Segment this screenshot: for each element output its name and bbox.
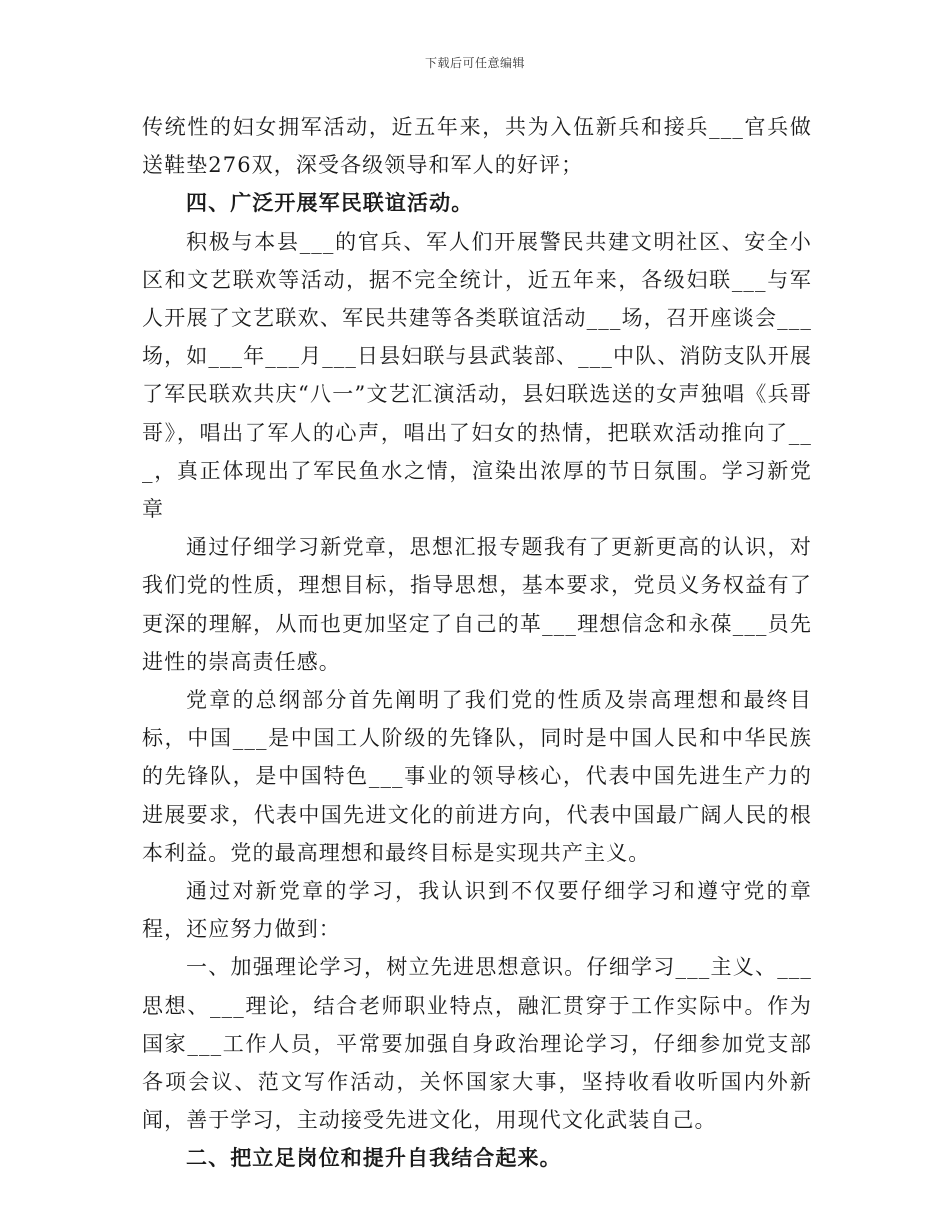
page-header: 下载后可任意编辑 <box>424 56 525 70</box>
paragraph-4: 党章的总纲部分首先阐明了我们党的性质及崇高理想和最终目标，中国___是中国工人阶级的先锋队，同时是中国人民和中华民族的先锋队，是中国特色___事业的领导核心，代表中国先进生产力的进展要求，代表中国先进文化的前进方向，代表中国最广阔人民的根本利益。党的最高理想和最终目标是实现共产主义。 <box>142 688 812 865</box>
paragraph-5: 通过对新党章的学习，我认识到不仅要仔细学习和遵守党的章程，还应努力做到： <box>142 879 812 942</box>
paragraph-6: 一、加强理论学习，树立先进思想意识。仔细学习___主义、___思想、___理论，结合老师职业特点，融汇贯穿于工作实际中。作为国家___工作人员，平常要加强自身政治理论学习，仔细参加党支部各项会议、范文写作活动，关怀国家大事，坚持收看收听国内外新闻，善于学习，主动接受先进文化，用现代文化武装自己。 <box>142 955 812 1133</box>
section-heading-4: 四、广泛开展军民联谊活动。 <box>186 190 474 216</box>
paragraph-3: 通过仔细学习新党章，思想汇报专题我有了更新更高的认识，对我们党的性质，理想目标，指导思想，基本要求，党员义务权益有了更深的理解，从而也更加坚定了自己的革___理想信念和永葆___员先进性的崇高责任感。 <box>142 535 812 674</box>
paragraph-1: 传统性的妇女拥军活动，近五年来，共为入伍新兵和接兵___官兵做送鞋垫276双，深受各级领导和军人的好评； <box>142 115 812 178</box>
document-body <box>142 108 812 1178</box>
paragraph-2: 积极与本县___的官兵、军人们开展警民共建文明社区、安全小区和文艺联欢等活动，据不完全统计，近五年来，各级妇联___与军人开展了文艺联欢、军民共建等各类联谊活动___场，召开座谈会___场，如___年___月___日县妇联与县武装部、___中队、消防支队开展了军民联欢共庆“八一”文艺汇演活动，县妇联选送的女声独唱《兵哥哥》，唱出了军人的心声，唱出了妇女的热情，把联欢活动推向了___，真正体现出了军民鱼水之情，渲染出浓厚的节日氛围。学习新党章 <box>142 229 812 522</box>
section-heading-2: 二、把立足岗位和提升自我结合起来。 <box>186 1145 562 1171</box>
